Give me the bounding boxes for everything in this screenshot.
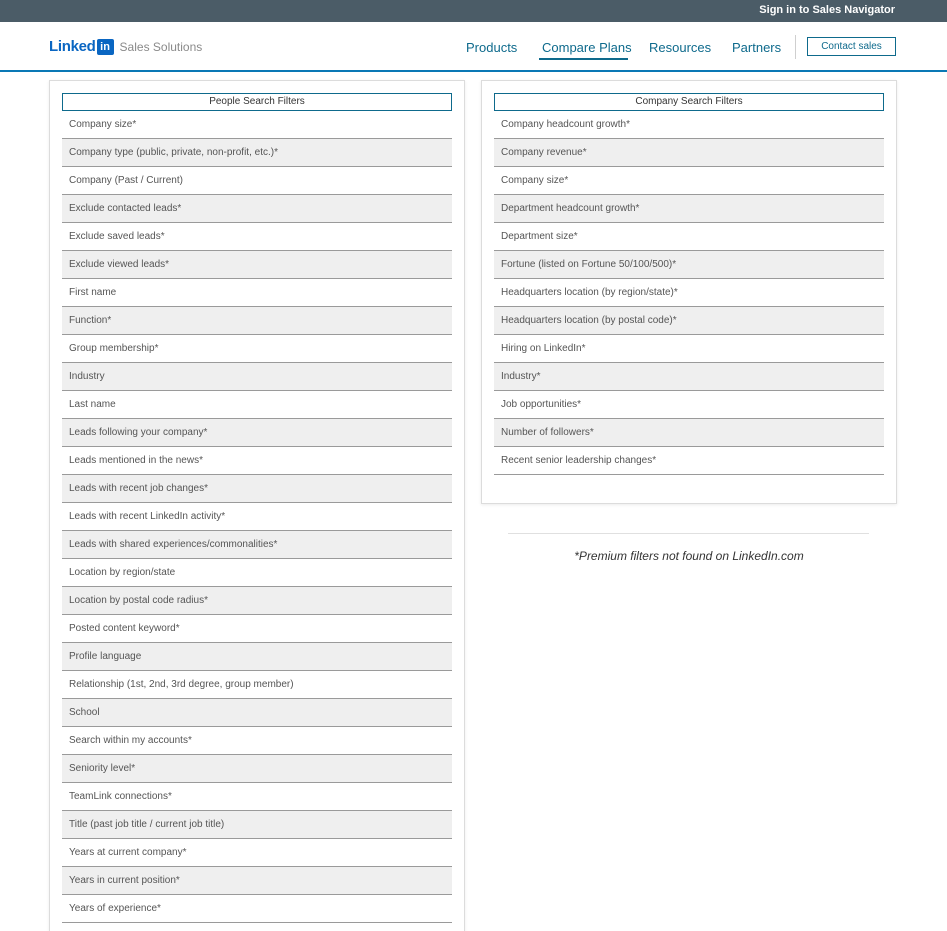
filter-row: Job opportunities* — [494, 391, 884, 419]
contact-sales-button[interactable]: Contact sales — [807, 37, 896, 56]
nav-resources[interactable]: Resources — [649, 40, 712, 55]
filter-row: Hiring on LinkedIn* — [494, 335, 884, 363]
filter-row: Headquarters location (by postal code)* — [494, 307, 884, 335]
company-filters-panel — [481, 80, 897, 504]
filter-row: Fortune (listed on Fortune 50/100/500)* — [494, 251, 884, 279]
linkedin-in-icon: in — [97, 39, 114, 55]
nav-compare-plans[interactable]: Compare Plans — [542, 40, 632, 55]
filter-row: Company size* — [494, 167, 884, 195]
filter-row: Leads mentioned in the news* — [62, 447, 452, 475]
filter-row: Exclude contacted leads* — [62, 195, 452, 223]
company-filters-title: Company Search Filters — [494, 93, 884, 111]
nav-products[interactable]: Products — [466, 40, 518, 55]
filter-row: Leads with recent LinkedIn activity* — [62, 503, 452, 531]
site-header — [0, 22, 947, 72]
active-nav-indicator — [539, 58, 628, 60]
nav-divider — [795, 35, 796, 59]
filter-row: Group membership* — [62, 335, 452, 363]
filter-row: Company revenue* — [494, 139, 884, 167]
filter-row: Headquarters location (by region/state)* — [494, 279, 884, 307]
company-filters-list — [494, 111, 884, 475]
filter-row: Search within my accounts* — [62, 727, 452, 755]
filter-row: Posted content keyword* — [62, 615, 452, 643]
footnote-divider — [508, 533, 869, 534]
filter-row: Leads with recent job changes* — [62, 475, 452, 503]
filter-row: Company headcount growth* — [494, 111, 884, 139]
filter-row: Department headcount growth* — [494, 195, 884, 223]
filter-row: Location by region/state — [62, 559, 452, 587]
filter-row: First name — [62, 279, 452, 307]
people-filters-title: People Search Filters — [62, 93, 452, 111]
filter-row: Recent senior leadership changes* — [494, 447, 884, 475]
filter-row: Industry — [62, 363, 452, 391]
people-filters-panel — [49, 80, 465, 931]
filter-row: Last name — [62, 391, 452, 419]
nav-partners[interactable]: Partners — [732, 40, 782, 55]
filter-row: Profile language — [62, 643, 452, 671]
filter-row: School — [62, 699, 452, 727]
filter-row: Leads following your company* — [62, 419, 452, 447]
sign-in-link[interactable]: Sign in to Sales Navigator — [759, 4, 895, 16]
filter-row: Years at current company* — [62, 839, 452, 867]
filter-row: Company size* — [62, 111, 452, 139]
filter-row: Title (past job title / current job title) — [62, 811, 452, 839]
people-filters-list — [62, 111, 452, 923]
filter-row: Location by postal code radius* — [62, 587, 452, 615]
filter-row: Department size* — [494, 223, 884, 251]
top-bar — [0, 0, 947, 22]
logo-wordmark: Linked — [49, 38, 96, 55]
logo-subtitle: Sales Solutions — [119, 39, 203, 54]
filter-row: Number of followers* — [494, 419, 884, 447]
filter-row: Leads with shared experiences/commonalities* — [62, 531, 452, 559]
filter-row: Seniority level* — [62, 755, 452, 783]
premium-footnote: *Premium filters not found on LinkedIn.com — [574, 549, 804, 563]
filter-row: TeamLink connections* — [62, 783, 452, 811]
filter-row: Years in current position* — [62, 867, 452, 895]
filter-row: Industry* — [494, 363, 884, 391]
linkedin-logo[interactable] — [49, 38, 202, 55]
filter-row: Exclude saved leads* — [62, 223, 452, 251]
filter-row: Company type (public, private, non-profit, etc.)* — [62, 139, 452, 167]
filter-row: Exclude viewed leads* — [62, 251, 452, 279]
filter-row: Function* — [62, 307, 452, 335]
filter-row: Relationship (1st, 2nd, 3rd degree, group member) — [62, 671, 452, 699]
filter-row: Company (Past / Current) — [62, 167, 452, 195]
filter-row: Years of experience* — [62, 895, 452, 923]
